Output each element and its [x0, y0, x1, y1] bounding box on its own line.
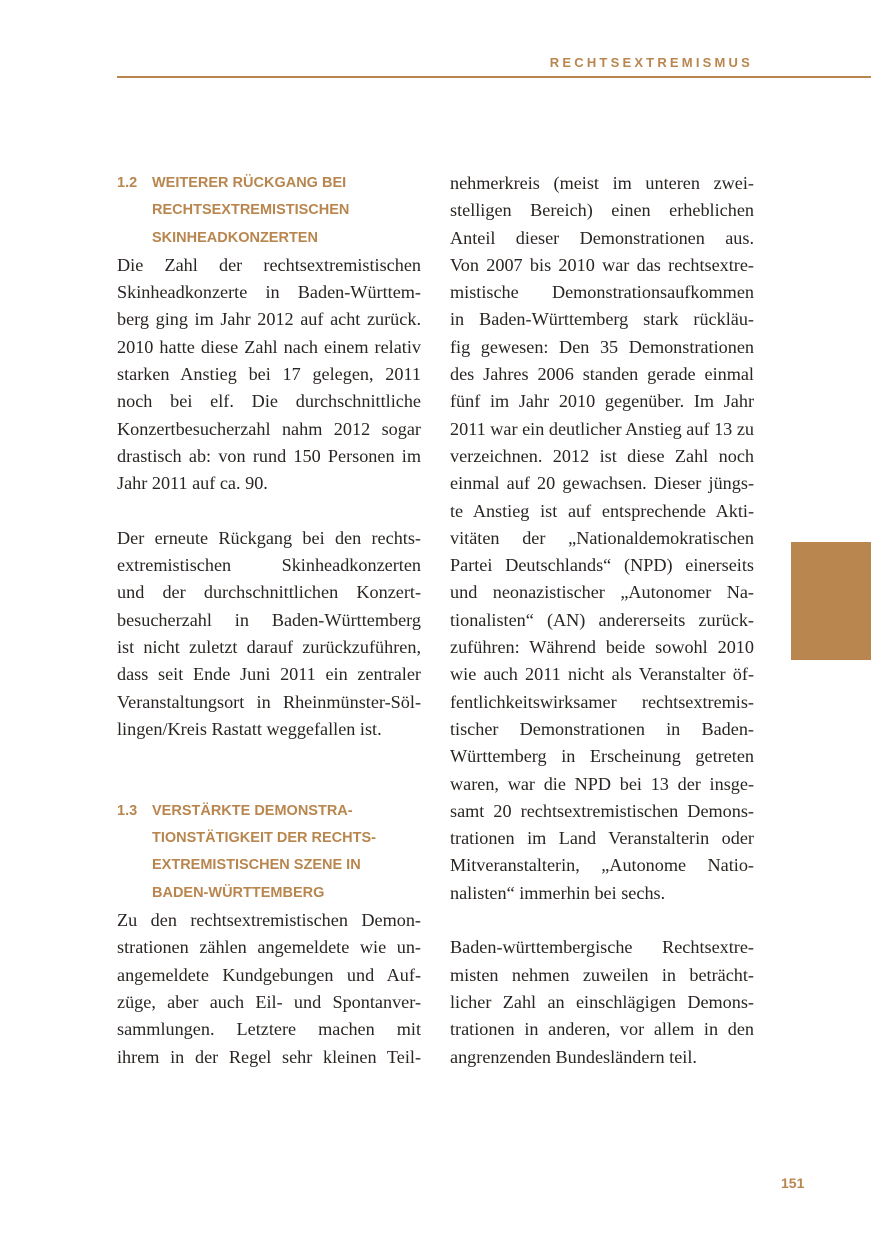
paragraph [450, 170, 754, 907]
text-line: und neonazistischer „Autonomer Na- [450, 582, 754, 603]
text-line: dass seit Ende Juni 2011 ein zentraler [117, 664, 421, 685]
paragraph [117, 525, 421, 743]
right-column [450, 170, 754, 1071]
text-line: tionalisten“ (AN) andererseits zurück- [450, 609, 754, 630]
left-column [117, 170, 421, 1071]
paragraph [117, 252, 421, 498]
text-line: fig gewesen: Den 35 Demonstrationen [450, 336, 754, 357]
text-line: mistische Demonstrationsaufkommen [450, 282, 754, 303]
text-line: te Anstieg ist auf entsprechende Akti- [450, 500, 754, 521]
paragraph-gap [450, 907, 754, 934]
text-line: licher Zahl an einschlägigen Demons- [450, 991, 754, 1012]
text-line: Mitveranstalterin, „Autonome Natio- [450, 855, 754, 876]
text-line: lingen/Kreis Rastatt weggefallen ist. [117, 718, 382, 739]
text-line: strationen zählen angemeldete wie un- [117, 937, 421, 958]
text-line: trationen in anderen, vor allem in den [450, 1019, 754, 1040]
text-line: besucherzahl in Baden-Württemberg [117, 609, 421, 630]
section-number: 1.3 [117, 802, 138, 819]
text-line: 2011 war ein deutlicher Anstieg auf 13 zu [450, 418, 754, 439]
running-header [117, 54, 871, 78]
text-line: nalisten“ immerhin bei sechs. [450, 882, 666, 903]
text-line: 2010 hatte diese Zahl nach einem relativ [117, 336, 421, 357]
text-line: Skinheadkonzerte in Baden-Württem- [117, 282, 421, 303]
text-line: wie auch 2011 nicht als Veranstalter öf- [450, 664, 754, 685]
text-line: Württemberg in Erscheinung getreten [450, 746, 754, 767]
text-line: Von 2007 bis 2010 war das rechtsextre- [450, 254, 754, 275]
text-line: extremistischen Skinheadkonzerten [117, 555, 421, 576]
heading-line: EXTREMISTISCHEN SZENE IN [152, 857, 361, 874]
text-line: Baden-württembergische Rechtsextre- [450, 937, 754, 958]
text-line: vitäten der „Nationaldemokratischen [450, 527, 754, 548]
text-line: angemeldete Kundgebungen und Auf- [117, 964, 421, 985]
text-line: fünf im Jahr 2010 gegenüber. Im Jahr [450, 391, 754, 412]
text-line: Veranstaltungsort in Rheinmünster-Söl- [117, 691, 421, 712]
section-1-3-heading [117, 798, 421, 907]
text-line: und der durchschnittlichen Konzert- [117, 582, 421, 603]
heading-line: WEITERER RÜCKGANG BEI [152, 175, 347, 191]
chapter-thumb-tab [791, 542, 871, 660]
section-number: 1.2 [117, 175, 138, 191]
text-line: drastisch ab: von rund 150 Personen im [117, 445, 421, 466]
text-line: Anteil dieser Demonstrationen aus. [450, 227, 754, 248]
text-line: tischer Demonstrationen in Baden- [450, 718, 754, 739]
text-line: berg ging im Jahr 2012 auf acht zurück. [117, 309, 421, 330]
text-line: misten nehmen zuweilen in beträcht- [450, 964, 754, 985]
section-gap [117, 743, 421, 798]
text-line: sammlungen. Letztere machen mit [117, 1019, 421, 1040]
text-line: trationen im Land Veranstalterin oder [450, 828, 754, 849]
text-line: des Jahres 2006 standen gerade einmal [450, 364, 754, 385]
text-line: samt 20 rechtsextremistischen Demons- [450, 800, 754, 821]
text-line: Partei Deutschlands“ (NPD) einerseits [450, 555, 754, 576]
text-line: noch bei elf. Die durchschnittliche [117, 391, 421, 412]
text-line: züge, aber auch Eil- und Spontanver- [117, 991, 421, 1012]
text-line: Jahr 2011 auf ca. 90. [117, 473, 268, 494]
text-line: fentlichkeitswirksamer rechtsextremis- [450, 691, 754, 712]
text-line: waren, war die NPD bei 13 der insge- [450, 773, 754, 794]
text-line: ist nicht zuletzt darauf zurückzuführen, [117, 637, 421, 658]
paragraph-gap [117, 498, 421, 525]
text-line: in Baden-Württemberg stark rückläu- [450, 309, 754, 330]
text-line: stelligen Bereich) einen erheblichen [450, 200, 754, 221]
text-line: Der erneute Rückgang bei den rechts- [117, 527, 421, 548]
paragraph [450, 934, 754, 1070]
text-line: nehmerkreis (meist im unteren zwei- [450, 173, 754, 193]
section-1-2-heading [117, 170, 421, 252]
text-line: Die Zahl der rechtsextremistischen [117, 254, 421, 275]
text-line: angrenzenden Bundesländern teil. [450, 1046, 697, 1067]
heading-line: SKINHEADKONZERTEN [152, 229, 318, 246]
text-line: verzeichnen. 2012 ist diese Zahl noch [450, 445, 754, 466]
heading-line: BADEN-WÜRTTEMBERG [152, 884, 325, 901]
text-line: Zu den rechtsextremistischen Demon- [117, 910, 421, 931]
heading-line: TIONSTÄTIGKEIT DER RECHTS- [152, 830, 376, 847]
heading-line: RECHTSEXTREMISTISCHEN [152, 202, 350, 219]
text-line: ihrem in der Regel sehr kleinen Teil- [117, 1046, 421, 1067]
page-number: 151 [781, 1175, 805, 1191]
text-line: starken Anstieg bei 17 gelegen, 2011 [117, 364, 421, 385]
heading-line: VERSTÄRKTE DEMONSTRA- [152, 802, 353, 819]
text-line: zuführen: Während beide sowohl 2010 [450, 637, 754, 658]
text-line: Konzertbesucherzahl nahm 2012 sogar [117, 418, 421, 439]
running-header-title: RECHTSEXTREMISMUS [549, 55, 753, 70]
paragraph [117, 907, 421, 1071]
text-line: einmal auf 20 gewachsen. Dieser jüngs- [450, 473, 754, 494]
